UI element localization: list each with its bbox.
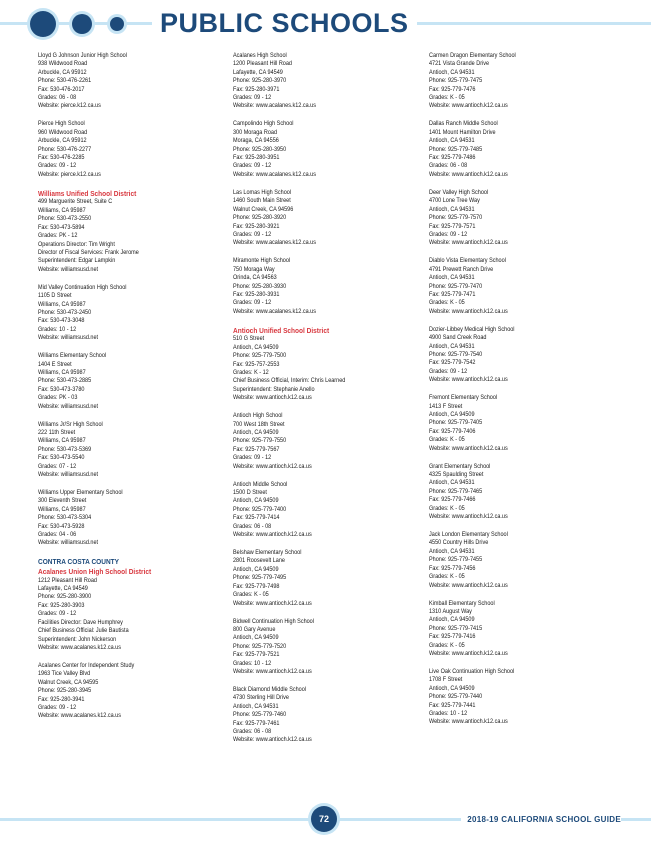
- entry-line: Phone: 925-779-7400: [233, 505, 287, 513]
- school-entry: [429, 463, 619, 522]
- school-entry: [233, 412, 423, 471]
- entry-line: Phone: 925-779-7470: [429, 282, 483, 290]
- entry-line: Antioch, CA 94509: [429, 616, 475, 624]
- entry-line: Lafayette, CA 94549: [233, 68, 283, 76]
- entry-line: 499 Marguerite Street, Suite C: [38, 198, 113, 206]
- entry-line: Grades: 04 - 06: [38, 531, 77, 539]
- entry-line: Website: www.antioch.k12.ca.us: [429, 307, 508, 315]
- entry-line: Williams, CA 95987: [38, 505, 86, 513]
- entry-line: 300 Moraga Road: [233, 128, 278, 136]
- entry-line: Phone: 925-280-3900: [38, 593, 92, 601]
- entry-line: Chief Business Official: Julie Bautista: [38, 627, 129, 635]
- entry-line: Website: www.acalanes.k12.ca.us: [233, 307, 316, 315]
- entry-line: Website: www.antioch.k12.ca.us: [429, 239, 508, 247]
- entry-line: Phone: 925-779-7440: [429, 693, 483, 701]
- entry-line: Grades: 09 - 12: [233, 94, 272, 102]
- entry-line: Phone: 530-473-5369: [38, 445, 92, 453]
- entry-line: 4730 Sterling Hill Drive: [233, 694, 289, 702]
- entry-line: Operations Director: Tim Wright: [38, 240, 115, 248]
- entry-line: 1500 D Street: [233, 489, 267, 497]
- entry-line: Phone: 925-280-3970: [233, 77, 287, 85]
- school-entry: [429, 257, 619, 316]
- school-entry: [429, 52, 619, 111]
- decorative-dot-large: [30, 11, 56, 37]
- entry-line: 510 G Street: [233, 335, 265, 343]
- entry-line: Grades: 06 - 08: [429, 162, 468, 170]
- school-name: Lloyd G Johnson Junior High School: [38, 52, 127, 59]
- entry-line: Grades: 10 - 12: [38, 325, 77, 333]
- entry-line: Antioch, CA 94509: [233, 343, 279, 351]
- entry-line: Fax: 925-280-3903: [38, 601, 85, 609]
- entry-line: Website: www.acalanes.k12.ca.us: [38, 643, 121, 651]
- entry-line: Website: www.antioch.k12.ca.us: [233, 462, 312, 470]
- entry-line: Grades: 09 - 12: [429, 230, 468, 238]
- entry-line: Fax: 530-473-3780: [38, 385, 85, 393]
- entry-line: Website: www.antioch.k12.ca.us: [429, 649, 508, 657]
- school-entry: [233, 549, 423, 608]
- entry-line: Phone: 925-779-7475: [429, 77, 483, 85]
- school-name: Pierce High School: [38, 120, 85, 128]
- entry-line: Website: williamsusd.net: [38, 402, 99, 410]
- entry-line: Grades: 09 - 12: [38, 703, 77, 711]
- entry-line: Director of Fiscal Services: Frank Jerome: [38, 248, 139, 256]
- entry-line: Fax: 925-280-3931: [233, 290, 280, 298]
- entry-line: Superintendent: Edgar Lampkin: [38, 257, 116, 265]
- entry-line: Website: pierce.k12.ca.us: [38, 102, 101, 110]
- entry-line: Phone: 925-779-7405: [429, 419, 483, 427]
- school-name: Acalanes Center for Independent Study: [38, 661, 135, 669]
- school-entry: [233, 326, 423, 403]
- entry-line: Phone: 925-779-7500: [233, 352, 287, 360]
- entry-line: Phone: 925-779-7550: [233, 437, 287, 445]
- entry-line: Grades: K - 05: [429, 641, 465, 649]
- entry-line: Website: www.antioch.k12.ca.us: [429, 376, 508, 384]
- entry-line: Antioch, CA 94509: [233, 497, 279, 505]
- entry-line: Walnut Creek, CA 94596: [233, 205, 294, 213]
- entry-line: Fax: 925-779-7567: [233, 445, 280, 453]
- entry-line: Superintendent: John Nickerson: [38, 635, 117, 643]
- school-name: Mid Valley Continuation High School: [38, 283, 127, 291]
- entry-line: Fax: 530-476-2285: [38, 154, 85, 162]
- entry-line: Facilities Director: Dave Humphrey: [38, 618, 123, 626]
- entry-line: Website: www.antioch.k12.ca.us: [429, 170, 508, 178]
- entry-line: Phone: 925-779-7455: [429, 556, 483, 564]
- entry-line: Arbuckle, CA 95912: [38, 68, 87, 76]
- school-entry: [38, 52, 228, 111]
- entry-line: Grades: K - 12: [233, 368, 269, 376]
- entry-line: Antioch, CA 94531: [429, 68, 475, 76]
- school-entry: [38, 284, 228, 343]
- entry-line: Fax: 925-779-7498: [233, 582, 280, 590]
- entry-line: Website: www.antioch.k12.ca.us: [233, 736, 312, 744]
- column-1: [38, 52, 228, 730]
- school-name: Acalanes High School: [233, 52, 287, 59]
- entry-line: 1401 Mount Hamilton Drive: [429, 128, 496, 136]
- page-title: PUBLIC SCHOOLS: [152, 6, 417, 40]
- entry-line: 300 Eleventh Street: [38, 497, 87, 505]
- entry-line: Phone: 925-779-7460: [233, 711, 287, 719]
- entry-line: Fax: 925-779-7476: [429, 85, 476, 93]
- entry-line: Phone: 925-280-3950: [233, 145, 287, 153]
- school-entry: [233, 481, 423, 540]
- entry-line: Grades: K - 05: [233, 591, 269, 599]
- entry-line: 4325 Spaulding Street: [429, 471, 484, 479]
- entry-line: 1708 F Street: [429, 676, 463, 684]
- decorative-dot-medium: [72, 14, 92, 34]
- entry-line: 1200 Pleasant Hill Road: [233, 60, 292, 68]
- entry-line: Chief Business Official, Interim: Chris Learned: [233, 377, 346, 385]
- school-entry: [38, 557, 228, 652]
- entry-line: Phone: 925-280-3920: [233, 214, 287, 222]
- entry-line: Antioch, CA 94531: [429, 479, 475, 487]
- entry-line: Website: www.antioch.k12.ca.us: [429, 581, 508, 589]
- entry-line: Fax: 530-473-5928: [38, 522, 85, 530]
- entry-line: Grades: PK - 03: [38, 394, 78, 402]
- entry-line: Website: www.acalanes.k12.ca.us: [233, 239, 316, 247]
- entry-line: 1460 South Main Street: [233, 197, 291, 205]
- entry-line: Antioch, CA 94531: [429, 547, 475, 555]
- entry-line: Grades: 10 - 12: [233, 659, 272, 667]
- entry-line: Antioch, CA 94509: [233, 429, 279, 436]
- entry-line: Grades: 10 - 12: [429, 709, 468, 717]
- school-name: Antioch Middle School: [233, 480, 288, 488]
- entry-line: Phone: 530-473-2550: [38, 215, 92, 223]
- entry-line: Antioch, CA 94509: [429, 411, 475, 418]
- entry-line: Website: williamsusd.net: [38, 334, 99, 342]
- entry-line: Phone: 925-280-3930: [233, 282, 287, 290]
- entry-line: Grades: K - 05: [429, 299, 465, 307]
- entry-line: Phone: 925-779-7465: [429, 487, 483, 495]
- entry-line: 1413 F Street: [429, 402, 463, 410]
- entry-line: Grades: K - 05: [429, 94, 465, 102]
- school-entry: [233, 618, 423, 677]
- school-entry: [429, 531, 619, 590]
- entry-line: Fax: 925-779-7571: [429, 222, 476, 230]
- entry-line: Website: williamsusd.net: [38, 539, 99, 547]
- entry-line: Fax: 925-779-7466: [429, 496, 476, 504]
- entry-line: Website: www.antioch.k12.ca.us: [233, 394, 312, 402]
- school-name: Williams Elementary School: [38, 352, 107, 360]
- entry-line: Antioch, CA 94509: [429, 684, 475, 692]
- school-entry: [233, 120, 423, 179]
- entry-line: Fax: 925-280-3971: [233, 85, 280, 93]
- entry-line: 222 11th Street: [38, 429, 76, 436]
- school-entry: [38, 120, 228, 179]
- school-name: Las Lomas High School: [233, 188, 292, 196]
- entry-line: Fax: 530-473-3048: [38, 317, 85, 325]
- entry-line: Fax: 530-473-5540: [38, 454, 85, 462]
- entry-line: Fax: 925-779-7461: [233, 719, 280, 727]
- entry-line: Website: pierce.k12.ca.us: [38, 170, 101, 178]
- entry-line: Fax: 925-280-3951: [233, 154, 280, 162]
- entry-line: Website: www.acalanes.k12.ca.us: [233, 170, 316, 178]
- school-entry: [429, 189, 619, 248]
- entry-line: Phone: 925-779-7415: [429, 624, 483, 632]
- school-entry: [429, 600, 619, 659]
- school-entry: [38, 662, 228, 721]
- entry-line: Williams, CA 95987: [38, 437, 86, 445]
- entry-line: Grades: 09 - 12: [233, 230, 272, 238]
- entry-line: Phone: 530-476-2261: [38, 77, 92, 85]
- entry-line: Website: williamsusd.net: [38, 265, 99, 273]
- entry-line: Antioch, CA 94531: [429, 205, 475, 213]
- district-heading: Acalanes Union High School District: [38, 567, 152, 577]
- column-2: [233, 52, 423, 754]
- school-entry: [233, 52, 423, 111]
- entry-line: Grades: 09 - 12: [233, 299, 272, 307]
- entry-line: Antioch, CA 94531: [429, 137, 475, 145]
- district-heading: Antioch Unified School District: [233, 325, 330, 335]
- entry-line: Grades: 09 - 12: [233, 162, 272, 170]
- entry-line: 938 Wildwood Road: [38, 60, 88, 68]
- entry-line: Williams, CA 95987: [38, 300, 86, 308]
- entry-line: Phone: 925-280-3945: [38, 687, 92, 695]
- school-name: Carmen Dragon Elementary School: [429, 52, 516, 59]
- entry-line: Fax: 925-779-7471: [429, 290, 476, 298]
- school-entry: [429, 394, 619, 453]
- decorative-dot-small: [110, 17, 124, 31]
- entry-line: Grades: 09 - 12: [233, 454, 272, 462]
- school-entry: [38, 352, 228, 411]
- entry-line: Arbuckle, CA 95912: [38, 137, 87, 145]
- entry-line: Grades: 06 - 08: [233, 727, 272, 735]
- school-name: Grant Elementary School: [429, 462, 491, 470]
- entry-line: Phone: 530-473-2885: [38, 377, 92, 385]
- school-name: Antioch High School: [233, 412, 283, 420]
- school-entry: [429, 326, 619, 385]
- school-entry: [38, 489, 228, 548]
- entry-line: Grades: 09 - 12: [38, 610, 77, 618]
- entry-line: Antioch, CA 94509: [233, 565, 279, 573]
- entry-line: Website: www.acalanes.k12.ca.us: [233, 102, 316, 110]
- school-name: Live Oak Continuation High School: [429, 667, 515, 675]
- entry-line: Phone: 925-779-7520: [233, 642, 287, 650]
- school-entry: [38, 421, 228, 480]
- entry-line: Fax: 925-779-7486: [429, 154, 476, 162]
- entry-line: Antioch, CA 94531: [429, 274, 475, 282]
- entry-line: 1105 D Street: [38, 292, 72, 300]
- entry-line: Fax: 925-779-7542: [429, 359, 476, 367]
- entry-line: Phone: 925-779-7485: [429, 145, 483, 153]
- entry-line: Fax: 925-280-3921: [233, 222, 280, 230]
- school-entry: [429, 120, 619, 179]
- entry-line: Grades: 07 - 12: [38, 462, 77, 470]
- entry-line: Fax: 925-280-3941: [38, 695, 85, 703]
- entry-line: Grades: 09 - 12: [429, 367, 468, 375]
- entry-line: Orinda, CA 94563: [233, 274, 277, 282]
- entry-line: Grades: PK - 12: [38, 232, 78, 240]
- entry-line: Fax: 925-779-7414: [233, 514, 280, 522]
- entry-line: Website: www.antioch.k12.ca.us: [429, 718, 508, 726]
- entry-line: Grades: K - 05: [429, 573, 465, 581]
- school-name: Belshaw Elementary School: [233, 549, 302, 557]
- entry-line: 4791 Prewett Ranch Drive: [429, 265, 494, 273]
- entry-line: Williams, CA 95987: [38, 206, 86, 214]
- entry-line: Phone: 925-779-7540: [429, 350, 483, 358]
- entry-line: Website: williamsusd.net: [38, 471, 99, 479]
- school-entry: [38, 189, 228, 274]
- county-heading: CONTRA COSTA COUNTY: [38, 557, 120, 567]
- entry-line: Grades: 06 - 08: [233, 522, 272, 530]
- entry-line: Walnut Creek, CA 94595: [38, 678, 99, 686]
- entry-line: 4900 Sand Creek Road: [429, 334, 487, 342]
- entry-line: Superintendent: Stephanie Anello: [233, 385, 315, 393]
- school-name: Fremont Elementary School: [429, 394, 498, 402]
- entry-line: Phone: 925-779-7495: [233, 574, 287, 582]
- school-name: Black Diamond Middle School: [233, 685, 307, 693]
- school-name: Dozier-Libbey Medical High School: [429, 325, 515, 333]
- entry-line: Fax: 925-779-7406: [429, 427, 476, 435]
- entry-line: Grades: K - 05: [429, 436, 465, 444]
- entry-line: Antioch, CA 94509: [233, 634, 279, 642]
- school-name: Kimball Elementary School: [429, 599, 495, 607]
- entry-line: Website: www.antioch.k12.ca.us: [233, 531, 312, 539]
- entry-line: 960 Wildwood Road: [38, 128, 88, 136]
- entry-line: Fax: 925-757-2553: [233, 360, 280, 368]
- entry-line: 4700 Lone Tree Way: [429, 197, 480, 205]
- entry-line: Website: www.antioch.k12.ca.us: [233, 667, 312, 675]
- school-entry: [429, 668, 619, 727]
- entry-line: 4721 Vista Grande Drive: [429, 60, 490, 68]
- school-entry: [233, 189, 423, 248]
- school-name: Campolindo High School: [233, 120, 294, 128]
- school-name: Dallas Ranch Middle School: [429, 120, 498, 128]
- entry-line: Fax: 925-779-7441: [429, 701, 476, 709]
- entry-line: Grades: 06 - 08: [38, 94, 77, 102]
- entry-line: 1963 Tice Valley Blvd: [38, 670, 91, 678]
- school-name: Bidwell Continuation High School: [233, 617, 314, 625]
- entry-line: Grades: 09 - 12: [38, 162, 77, 170]
- entry-line: Fax: 925-779-7521: [233, 651, 280, 659]
- entry-line: Lafayette, CA 94549: [38, 585, 88, 593]
- column-3: [429, 52, 619, 736]
- entry-line: 1212 Pleasant Hill Road: [38, 576, 97, 584]
- school-name: Diablo Vista Elementary School: [429, 257, 506, 265]
- school-entry: [233, 257, 423, 316]
- entry-line: Website: www.antioch.k12.ca.us: [233, 599, 312, 607]
- entry-line: Website: www.acalanes.k12.ca.us: [38, 712, 121, 720]
- entry-line: 4550 Country Hills Drive: [429, 539, 489, 547]
- entry-line: Website: www.antioch.k12.ca.us: [429, 102, 508, 110]
- entry-line: Phone: 530-476-2277: [38, 145, 92, 153]
- entry-line: 750 Moraga Way: [233, 265, 275, 273]
- entry-line: Antioch, CA 94531: [429, 342, 475, 350]
- entry-line: Website: www.antioch.k12.ca.us: [429, 444, 508, 452]
- entry-line: 700 West 18th Street: [233, 420, 285, 428]
- entry-line: Fax: 530-476-2017: [38, 85, 85, 93]
- district-heading: Williams Unified School District: [38, 188, 137, 198]
- school-entry: [233, 686, 423, 745]
- school-name: Deer Valley High School: [429, 188, 489, 196]
- page-number: 72: [311, 806, 337, 832]
- entry-line: 1310 August Way: [429, 607, 472, 615]
- entry-line: Website: www.antioch.k12.ca.us: [429, 513, 508, 521]
- entry-line: Fax: 530-473-5894: [38, 223, 85, 231]
- entry-line: Williams, CA 95987: [38, 368, 86, 376]
- entry-line: Antioch, CA 94531: [233, 702, 279, 710]
- school-name: Williams Jr/Sr High School: [38, 420, 103, 428]
- guide-title: 2018-19 CALIFORNIA SCHOOL GUIDE: [461, 814, 621, 825]
- entry-line: Fax: 925-779-7456: [429, 564, 476, 572]
- school-name: Jack London Elementary School: [429, 531, 508, 539]
- entry-line: Phone: 530-473-5304: [38, 514, 92, 522]
- entry-line: Fax: 925-779-7416: [429, 633, 476, 641]
- entry-line: 1404 E Street: [38, 360, 72, 368]
- entry-line: 2801 Roosevelt Lane: [233, 557, 285, 565]
- entry-line: Moraga, CA 94556: [233, 137, 279, 145]
- school-name: Miramonte High School: [233, 257, 291, 265]
- entry-line: Phone: 925-779-7570: [429, 214, 483, 222]
- entry-line: Grades: K - 05: [429, 504, 465, 512]
- entry-line: 800 Gary Avenue: [233, 625, 276, 633]
- entry-line: Phone: 530-473-2450: [38, 308, 92, 316]
- school-name: Williams Upper Elementary School: [38, 489, 123, 497]
